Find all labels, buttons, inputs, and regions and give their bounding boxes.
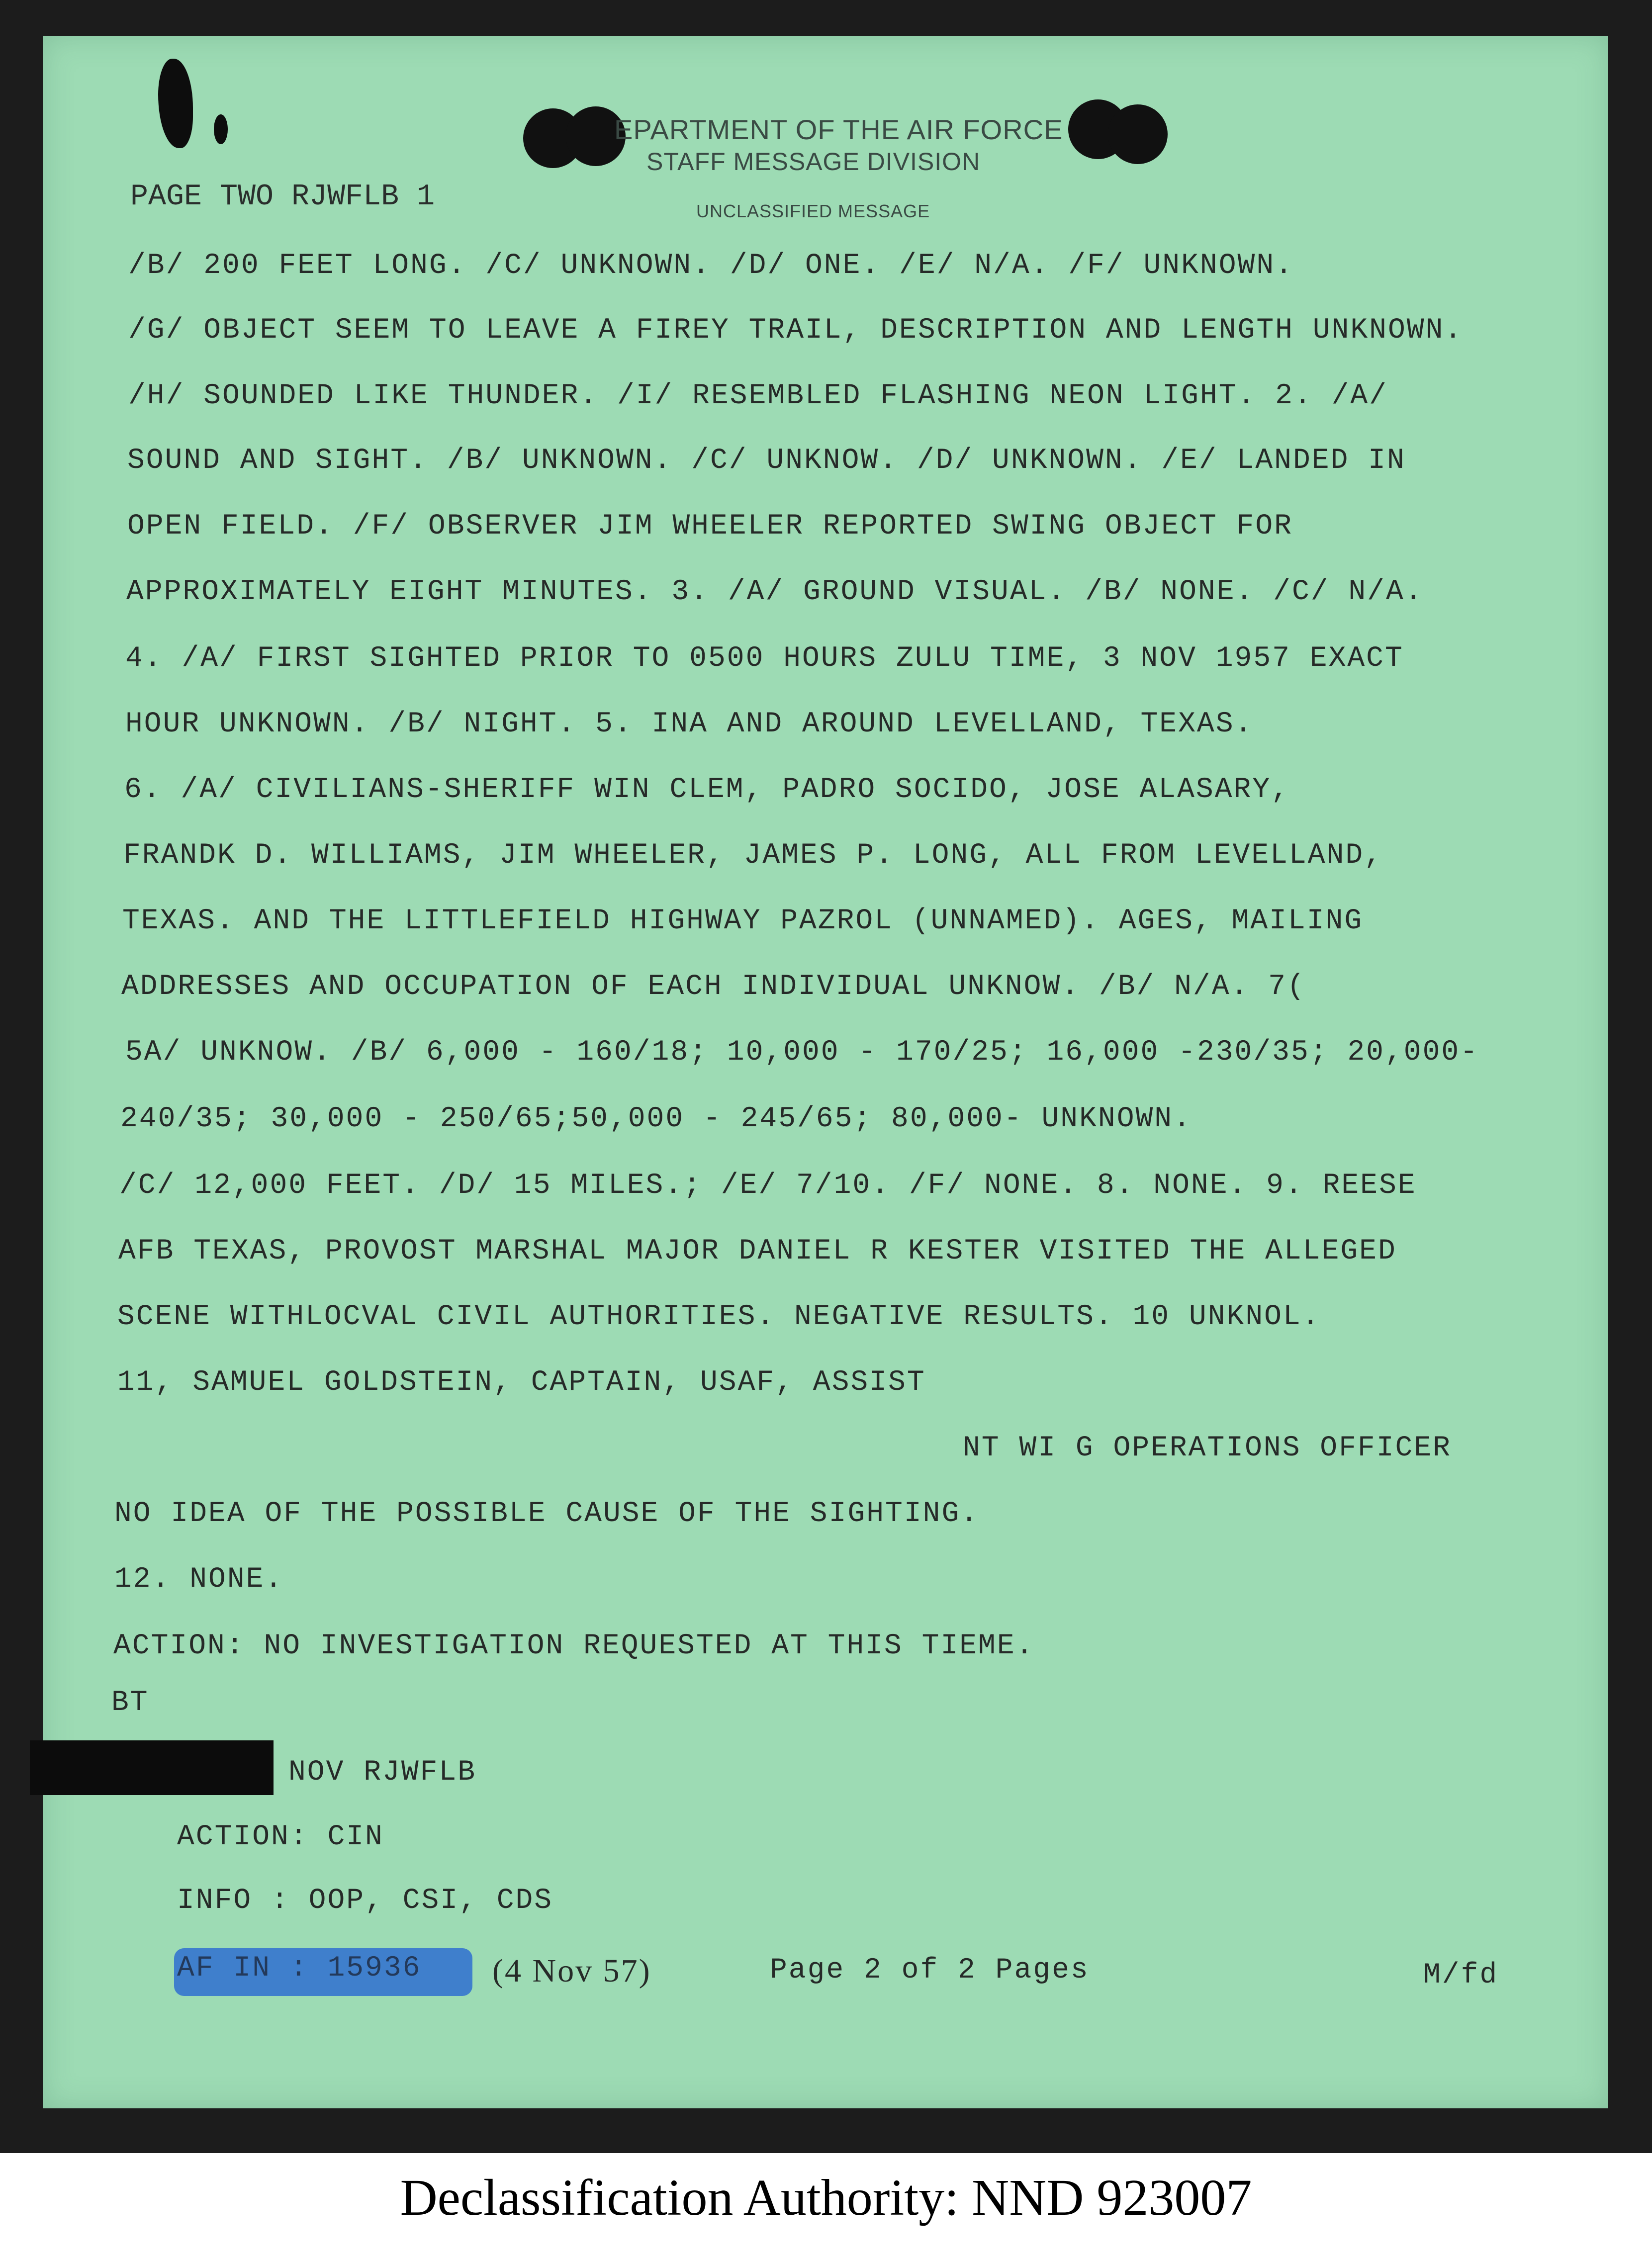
message-line: AFB TEXAS, PROVOST MARSHAL MAJOR DANIEL R KESTER VISITED THE ALLEGED bbox=[118, 1235, 1397, 1267]
message-line: ADDRESSES AND OCCUPATION OF EACH INDIVIDUAL UNKNOW. /B/ N/A. 7( bbox=[121, 971, 1306, 1003]
page-label: PAGE TWO RJWFLB 1 bbox=[130, 180, 435, 214]
message-line: 240/35; 30,000 - 250/65;50,000 - 245/65; 80,000- UNKNOWN. bbox=[120, 1103, 1192, 1135]
message-line: OPEN FIELD. /F/ OBSERVER JIM WHEELER REPORTED SWING OBJECT FOR bbox=[127, 510, 1293, 542]
message-line: HOUR UNKNOWN. /B/ NIGHT. 5. INA AND AROUND LEVELLAND, TEXAS. bbox=[125, 708, 1254, 740]
message-line: 5A/ UNKNOW. /B/ 6,000 - 160/18; 10,000 - 170/25; 16,000 -230/35; 20,000- bbox=[125, 1036, 1479, 1069]
message-line: ACTION: NO INVESTIGATION REQUESTED AT THIS TIEME. bbox=[113, 1630, 1035, 1662]
af-in-number: AF IN : 15936 bbox=[177, 1952, 422, 1985]
page-count: Page 2 of 2 Pages bbox=[770, 1954, 1090, 1987]
action-line: ACTION: CIN bbox=[177, 1821, 384, 1853]
message-line: /B/ 200 FEET LONG. /C/ UNKNOWN. /D/ ONE. /E/ N/A. /F/ UNKNOWN. bbox=[128, 250, 1294, 282]
classification-label: UNCLASSIFIED MESSAGE bbox=[696, 201, 930, 221]
message-line: SOUND AND SIGHT. /B/ UNKNOWN. /C/ UNKNOW. /D/ UNKNOWN. /E/ LANDED IN bbox=[127, 445, 1406, 477]
message-line: 4. /A/ FIRST SIGHTED PRIOR TO 0500 HOURS ZULU TIME, 3 NOV 1957 EXACT bbox=[125, 642, 1404, 675]
routing-line: NOV RJWFLB bbox=[288, 1756, 477, 1789]
division-header: STAFF MESSAGE DIVISION bbox=[646, 148, 981, 176]
message-line: APPROXIMATELY EIGHT MINUTES. 3. /A/ GROUND VISUAL. /B/ NONE. /C/ N/A. bbox=[126, 576, 1424, 608]
declassification-footer: Declassification Authority: NND 923007 bbox=[400, 2169, 1252, 2226]
message-line: NT WI G OPERATIONS OFFICER bbox=[963, 1432, 1452, 1464]
department-header: EPARTMENT OF THE AIR FORCE bbox=[614, 114, 1063, 145]
message-line: /H/ SOUNDED LIKE THUNDER. /I/ RESEMBLED FLASHING NEON LIGHT. 2. /A/ bbox=[128, 380, 1388, 412]
message-line: /C/ 12,000 FEET. /D/ 15 MILES.; /E/ 7/10. /F/ NONE. 8. NONE. 9. REESE bbox=[119, 1170, 1417, 1202]
message-line: FRANDK D. WILLIAMS, JIM WHEELER, JAMES P. LONG, ALL FROM LEVELLAND, bbox=[123, 839, 1383, 872]
message-line: /G/ OBJECT SEEM TO LEAVE A FIREY TRAIL, DESCRIPTION AND LENGTH UNKNOWN. bbox=[128, 314, 1464, 347]
initials: M/fd bbox=[1423, 1959, 1499, 1991]
date-stamp: (4 Nov 57) bbox=[492, 1953, 651, 1989]
message-line: TEXAS. AND THE LITTLEFIELD HIGHWAY PAZROL (UNNAMED). AGES, MAILING bbox=[122, 905, 1364, 937]
message-line: 12. NONE. bbox=[114, 1563, 284, 1596]
message-line: NO IDEA OF THE POSSIBLE CAUSE OF THE SIGHTING. bbox=[114, 1498, 980, 1530]
message-line: BT bbox=[111, 1687, 149, 1719]
message-line: 6. /A/ CIVILIANS-SHERIFF WIN CLEM, PADRO SOCIDO, JOSE ALASARY, bbox=[124, 774, 1290, 806]
info-line: INFO : OOP, CSI, CDS bbox=[177, 1885, 553, 1917]
message-line: SCENE WITHLOCVAL CIVIL AUTHORITIES. NEGATIVE RESULTS. 10 UNKNOL. bbox=[117, 1301, 1321, 1333]
message-line: 11, SAMUEL GOLDSTEIN, CAPTAIN, USAF, ASSIST bbox=[117, 1366, 926, 1399]
